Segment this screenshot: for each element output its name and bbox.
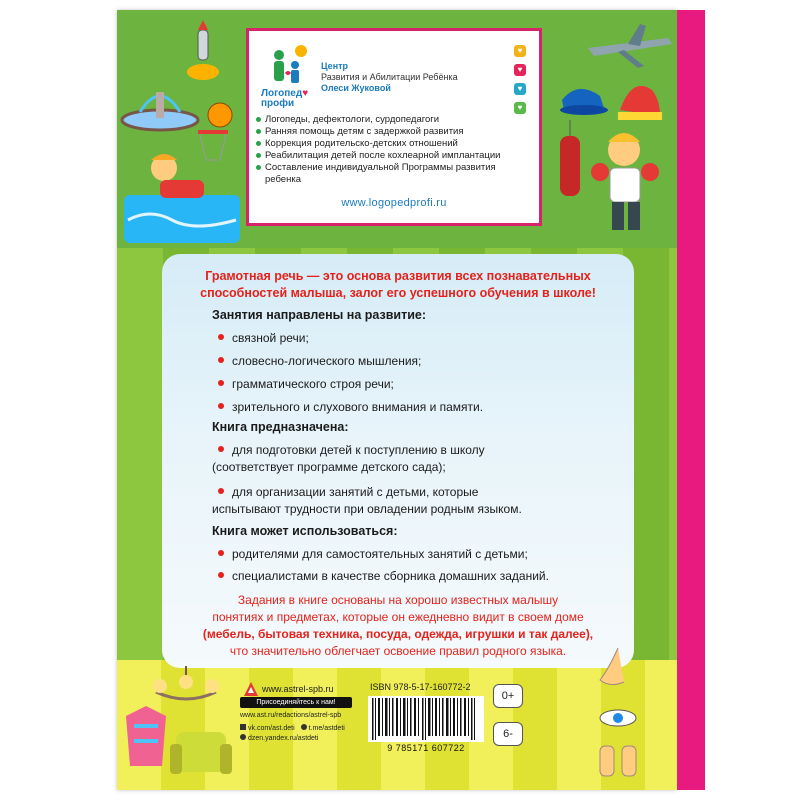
- closing-line1: Задания в книге основаны на хорошо известных малышу: [237, 593, 559, 607]
- bullet-icon: [218, 357, 224, 363]
- airplane-icon: [588, 24, 672, 68]
- ad-website-link[interactable]: www.logopedprofi.ru: [341, 197, 447, 209]
- heart-icon: ♥: [514, 102, 526, 114]
- list-item: словесно-логического мышления;: [218, 353, 598, 370]
- center-title-line2: Развития и Абилитации Ребёнка: [321, 72, 458, 82]
- logo-wordmark: Логопед♥ профи: [261, 88, 309, 109]
- right-illustrations: [548, 20, 676, 240]
- bullet-icon: [218, 550, 224, 556]
- eye-icon: [600, 710, 636, 726]
- boxer-boy-icon: [591, 133, 659, 230]
- list-item: Ранняя помощь детям с задержкой развития: [255, 126, 531, 138]
- list-item: Коррекция родительско-детских отношений: [255, 138, 531, 150]
- logoped-profi-ad: [246, 28, 542, 226]
- astrel-logo-icon: [244, 682, 258, 696]
- armchair-icon: [170, 732, 232, 774]
- heart-icon: ♥: [514, 45, 526, 57]
- lead-line1: Грамотная речь — это основа развития всех познавательных: [205, 269, 591, 283]
- rocket-icon: [187, 20, 219, 80]
- fountain-icon: [122, 92, 198, 130]
- center-title-line3: Олеси Жуковой: [321, 83, 391, 93]
- logoped-profi-logo-icon: [263, 43, 315, 89]
- hands-icon: [600, 746, 636, 776]
- section3-title: Книга может использоваться:: [212, 524, 398, 538]
- list-item: Реабилитация детей после кохлеарной имплантации: [255, 150, 531, 162]
- section2-title: Книга предназначена:: [212, 420, 349, 434]
- logo-text-line1: Логопед: [261, 88, 303, 99]
- bullet-icon: [218, 488, 224, 494]
- heart-badges: [514, 45, 526, 121]
- age-rating-badge: 0+: [493, 684, 523, 708]
- redactions-link[interactable]: www.ast.ru/redactions/astrel-spb: [240, 712, 342, 719]
- closing-paragraph: [162, 592, 634, 660]
- center-title: [321, 61, 458, 94]
- list-item: для организации занятий с детьми, которые испытывают трудности при овладении родным языком.: [212, 485, 522, 516]
- vk-link[interactable]: vk.com/ast.deti t.me/astdeti: [240, 724, 345, 732]
- basketball-hoop-icon: [198, 103, 232, 160]
- bullet-icon: [218, 403, 224, 409]
- isbn-label: ISBN 978-5-17-160772-2: [370, 682, 471, 692]
- lead-text: [162, 268, 634, 302]
- dzen-link[interactable]: dzen.yandex.ru/astdeti: [240, 734, 318, 742]
- vk-icon: [240, 724, 246, 730]
- punching-bag-icon: [560, 120, 580, 196]
- bullet-icon: [218, 334, 224, 340]
- logo-text-line2: профи: [261, 98, 295, 109]
- list-item: Составление индивидуальной Программы развития ребенка: [255, 162, 531, 186]
- center-title-line1: Центр: [321, 61, 349, 71]
- list-item: зрительного и слухового внимания и памяти.: [218, 399, 598, 416]
- description-panel: [162, 254, 634, 668]
- winter-hat-icon: [618, 86, 662, 120]
- magenta-spine-stripe: [677, 10, 705, 790]
- list-item: грамматического строя речи;: [218, 376, 598, 393]
- left-illustrations: [120, 20, 244, 250]
- lead-line2: способностей малыша, залог его успешного обучения в школе!: [200, 286, 596, 300]
- closing-line2: понятиях и предметах, которые он ежедневно видит в своем доме: [212, 610, 584, 624]
- barcode-bars: [368, 696, 484, 742]
- heart-icon: ♥: [514, 83, 526, 95]
- barcode-number: 9 785171 607722: [387, 743, 465, 753]
- bottom-left-illustrations: [120, 666, 236, 786]
- age-rating-badge-secondary: 6-: [493, 722, 523, 746]
- closing-line3: (мебель, бытовая техника, посуда, одежда, игрушки и так далее),: [202, 627, 594, 641]
- nose-icon: [600, 648, 624, 685]
- chandelier-icon: [153, 666, 219, 699]
- cap-icon: [560, 89, 608, 115]
- bullet-icon: [218, 446, 224, 452]
- section1-title: Занятия направлены на развитие:: [212, 308, 427, 322]
- swimmer-boy-icon: [124, 154, 240, 243]
- bullet-icon: [218, 380, 224, 386]
- dzen-icon: [240, 734, 246, 740]
- join-us-banner: Присоединяйтесь к нам!: [240, 697, 352, 708]
- bullet-icon: [218, 572, 224, 578]
- closing-line4: что значительно облегчает освоение правил родного языка.: [229, 644, 567, 658]
- publisher-site-link[interactable]: www.astrel-spb.ru: [262, 684, 334, 694]
- heart-icon: ♥: [514, 64, 526, 76]
- services-list: [255, 114, 531, 186]
- list-item: специалистами в качестве сборника домашних заданий.: [218, 568, 598, 585]
- telegram-icon: [301, 724, 307, 730]
- list-item: родителями для самостоятельных занятий с детьми;: [218, 546, 598, 563]
- jacket-icon: [126, 706, 166, 766]
- bottom-right-illustrations: [578, 640, 676, 780]
- list-item: для подготовки детей к поступлению в школу (соответствует программе детского сада);: [212, 443, 485, 474]
- barcode: [368, 696, 484, 754]
- list-item: Логопеды, дефектологи, сурдопедагоги: [255, 114, 531, 126]
- list-item: связной речи;: [218, 330, 598, 347]
